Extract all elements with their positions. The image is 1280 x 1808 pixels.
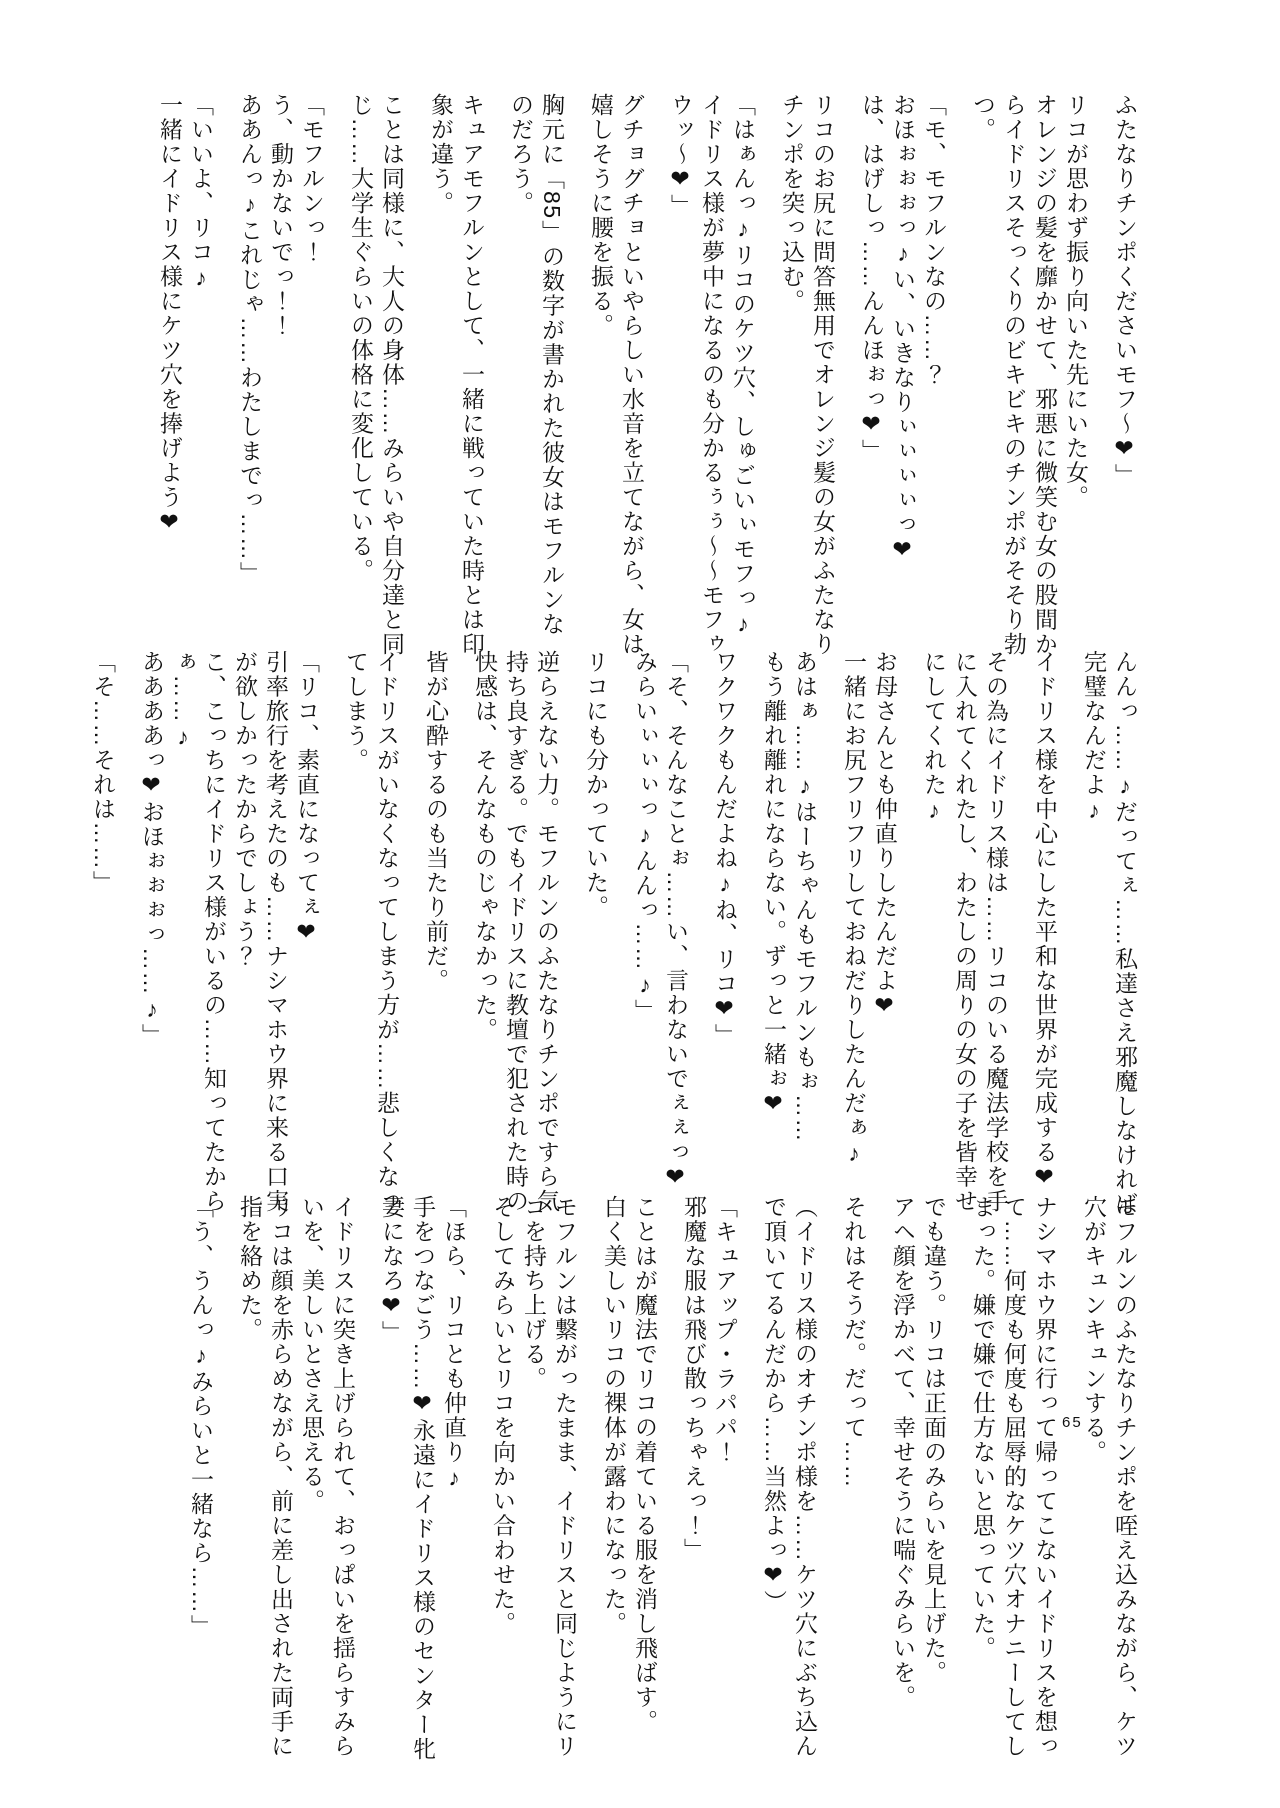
text-line: ことはが魔法でリコの着ている服を消し飛ばす。	[632, 1195, 658, 1734]
text-line: ぁ……♪	[170, 650, 196, 751]
text-line: 「モ、モフルンなの……？	[921, 93, 947, 387]
text-line: 嬉しそうに腰を振る。	[588, 93, 614, 338]
text-line: に入れてくれたし、わたしの周りの女の子を皆幸せ	[952, 650, 978, 1214]
text-line: ああんっ♪これじゃ……わたしまでっ……」	[237, 93, 263, 586]
paragraph	[678, 1195, 740, 1740]
paragraph	[856, 93, 949, 668]
text-line: 「ほら、リコとも仲直り♪	[441, 1195, 467, 1492]
text-line: ウッ～❤」	[668, 93, 694, 219]
text-line: 象が違う。	[428, 93, 454, 216]
text-line: が欲しかったからでしょう？	[232, 650, 258, 969]
text-line: リコにも分かっていた。	[583, 650, 609, 920]
text-line: 「キュアップ・ラパパ！	[712, 1195, 738, 1465]
text-line: 「はぁんっ♪リコのケツ穴、しゅごいぃモフっ♪	[730, 93, 756, 638]
text-line: イドリス様を中心にした平和な世界が完成する❤	[1032, 650, 1058, 1192]
paragraph	[580, 650, 611, 1175]
text-line: ふたなりチンポくださいモフ～❤」	[1112, 93, 1138, 488]
paragraph	[345, 93, 407, 668]
text-line: お母さんとも仲直りしたんだよ❤	[872, 650, 898, 1021]
text-line: 完璧なんだよ♪	[1081, 650, 1107, 825]
text-line: 胸元に「85」の数字が書かれた彼女はモフルンな	[539, 93, 565, 637]
paragraph	[469, 650, 562, 1214]
paragraph	[629, 650, 691, 1192]
paragraph	[967, 1195, 1060, 1759]
text-line: あはぁ……♪はーちゃんもモフルンもぉ……	[792, 650, 818, 1143]
paragraph	[1029, 650, 1060, 1192]
text-line: 逆らえない力。モフルンのふたなりチンポですら気	[534, 650, 560, 1214]
text-line: 穴がキュンキュンする。	[1081, 1195, 1107, 1465]
text-line: その為にイドリス様は……リコのいる魔法学校を手	[983, 650, 1009, 1214]
text-line: リコのお尻に問答無用でオレンジ髪の女がふたなり	[810, 93, 836, 657]
paragraph	[1078, 1195, 1140, 1759]
paragraph	[505, 93, 567, 668]
text-line: 邪魔な服は飛び散っちゃえっ！」	[681, 1195, 707, 1563]
paragraph	[758, 650, 820, 1175]
text-line: ワクワクもんだよね♪ね、リコ❤」	[712, 650, 738, 1048]
text-band-top	[154, 93, 1140, 668]
text-line: コを持ち上げる。	[521, 1195, 547, 1391]
text-line: モフルンのふたなりチンポを咥え込みながら、ケツ	[1112, 1195, 1138, 1759]
text-line: リコは顔を赤らめながら、前に差し出された両手に	[268, 1195, 294, 1759]
text-line: それはそうだ。だって……	[841, 1195, 867, 1489]
text-line: アヘ顔を浮かべて、幸せそうに喘ぐみらいを。	[890, 1195, 916, 1710]
text-line: 妻になろ❤」	[379, 1195, 405, 1345]
text-line: 指を絡めた。	[237, 1195, 263, 1342]
text-line: イドリス様が夢中になるのも分かるぅぅ～～モフゥ	[699, 93, 725, 657]
text-line: にしてくれた♪	[921, 650, 947, 825]
text-line: （イドリス様のオチンポ様を……ケツ穴にぶち込ん	[792, 1195, 818, 1759]
text-line: もう離れ離れにならない。ずっと一緒ぉ❤	[761, 650, 787, 1119]
paragraph	[136, 650, 322, 1214]
text-line: 持ち良すぎる。でもイドリスに教壇で犯された時の	[503, 650, 529, 1214]
text-line: オレンジの髪を靡かせて、邪悪に微笑む女の股間か	[1032, 93, 1058, 657]
text-line: でも違う。リコは正面のみらいを見上げた。	[921, 1195, 947, 1685]
text-line: 「う、うんっ♪みらいと一緒なら……」	[188, 1195, 214, 1639]
paragraph	[234, 93, 327, 668]
paragraph	[185, 1195, 216, 1740]
paragraph	[758, 1195, 820, 1759]
text-line: まった。嫌で嫌で仕方ないと思っていた。	[970, 1195, 996, 1661]
paragraph	[665, 93, 758, 668]
text-line: のだろう。	[508, 93, 534, 216]
paragraph	[1078, 650, 1140, 1217]
text-line: 一緒にイドリス様にケツ穴を捧げよう❤	[157, 93, 183, 537]
text-line: で頂いてるんだから……当然よっ❤）	[761, 1195, 787, 1615]
text-line: は、はげしっ……んんほぉっ❤」	[859, 93, 885, 464]
paragraph	[887, 1195, 949, 1740]
text-line: キュアモフルンとして、一緒に戦っていた時とは印	[459, 93, 485, 657]
text-line: 「リコ、素直になってぇ❤	[294, 650, 320, 947]
paragraph	[420, 650, 451, 1175]
text-line: て……何度も何度も屈辱的なケツ穴オナニーしてし	[1001, 1195, 1027, 1759]
text-line: 「いいよ、リコ♪	[188, 93, 214, 292]
paragraph	[154, 93, 216, 668]
text-line: 白く美しいリコの裸体が露わになった。	[601, 1195, 627, 1636]
text-line: らイドリスそっくりのビキビキのチンポがそそり勃	[1001, 93, 1027, 657]
paragraph	[709, 650, 740, 1175]
text-line: てしまう。	[343, 650, 369, 773]
text-line: イドリスがいなくなってしまう方が……悲しくなっ	[374, 650, 400, 1214]
paragraph	[87, 650, 118, 1175]
text-line: みらいぃぃぃっ♪んんっ……♪」	[632, 650, 658, 1024]
paragraph	[918, 650, 1011, 1214]
text-line: 手をつなごう……❤永遠にイドリス様のセンター牝	[410, 1195, 436, 1762]
text-line: んんっ……♪だってぇ……私達さえ邪魔しなければ	[1112, 650, 1138, 1217]
paragraph	[967, 93, 1091, 668]
text-line: 皆が心酔するのも当たり前だ。	[423, 650, 449, 993]
paragraph	[487, 1195, 580, 1759]
text-line: 引率旅行を考えたのも……ナシマホウ界に来る口実	[263, 650, 289, 1214]
paragraph	[425, 93, 487, 668]
text-line: リコが思わず振り向いた先にいた女。	[1063, 93, 1089, 510]
text-line: じ……大学生ぐらいの体格に変化している。	[348, 93, 374, 583]
page-number: 65	[1062, 1414, 1083, 1431]
text-line: ああああっ❤おほぉぉぉっ……♪」	[139, 650, 165, 1048]
text-line: モフルンは繋がったまま、イドリスと同じようにリ	[552, 1195, 578, 1759]
paragraph	[585, 93, 647, 668]
paragraph	[598, 1195, 660, 1740]
text-band-middle	[87, 650, 1140, 1217]
text-line: そしてみらいとリコを向かい合わせた。	[490, 1195, 516, 1636]
paragraph	[376, 1195, 469, 1762]
text-line: ことは同様に、大人の身体……みらいや自分達と同	[379, 93, 405, 657]
text-line: ナシマホウ界に行って帰ってこないイドリスを想っ	[1032, 1195, 1058, 1759]
text-line: いを、美しいとさえ思える。	[299, 1195, 325, 1514]
text-line: 快感は、そんなものじゃなかった。	[472, 650, 498, 1042]
paragraph	[838, 650, 900, 1175]
text-line: 一緒にお尻フリフリしておねだりしたんだぁ♪	[841, 650, 867, 1168]
text-line: イドリスに突き上げられて、おっぱいを揺らすみら	[330, 1195, 356, 1759]
text-line: 「そ、そんなことぉ……い、言わないでぇぇっ❤	[663, 650, 689, 1192]
text-line: 「モフルンっ！	[299, 93, 325, 265]
paragraph	[776, 93, 838, 668]
text-line: こ、こっちにイドリス様がいるの……知ってたから	[201, 650, 227, 1214]
text-band-bottom	[185, 1195, 1140, 1762]
paragraph	[1109, 93, 1140, 668]
text-line: 「そ……それは……」	[90, 650, 116, 895]
paragraph	[838, 1195, 869, 1740]
text-line: グチョグチョといやらしい水音を立てながら、女は	[619, 93, 645, 657]
text-line: おほぉぉぉっ♪い、いきなりぃぃぃぃっ❤	[890, 93, 916, 565]
paragraph	[340, 650, 402, 1214]
paragraph	[234, 1195, 358, 1759]
text-line: つ。	[970, 93, 996, 142]
text-line: チンポを突っ込む。	[779, 93, 805, 314]
text-line: う、動かないでっ！！	[268, 93, 294, 338]
